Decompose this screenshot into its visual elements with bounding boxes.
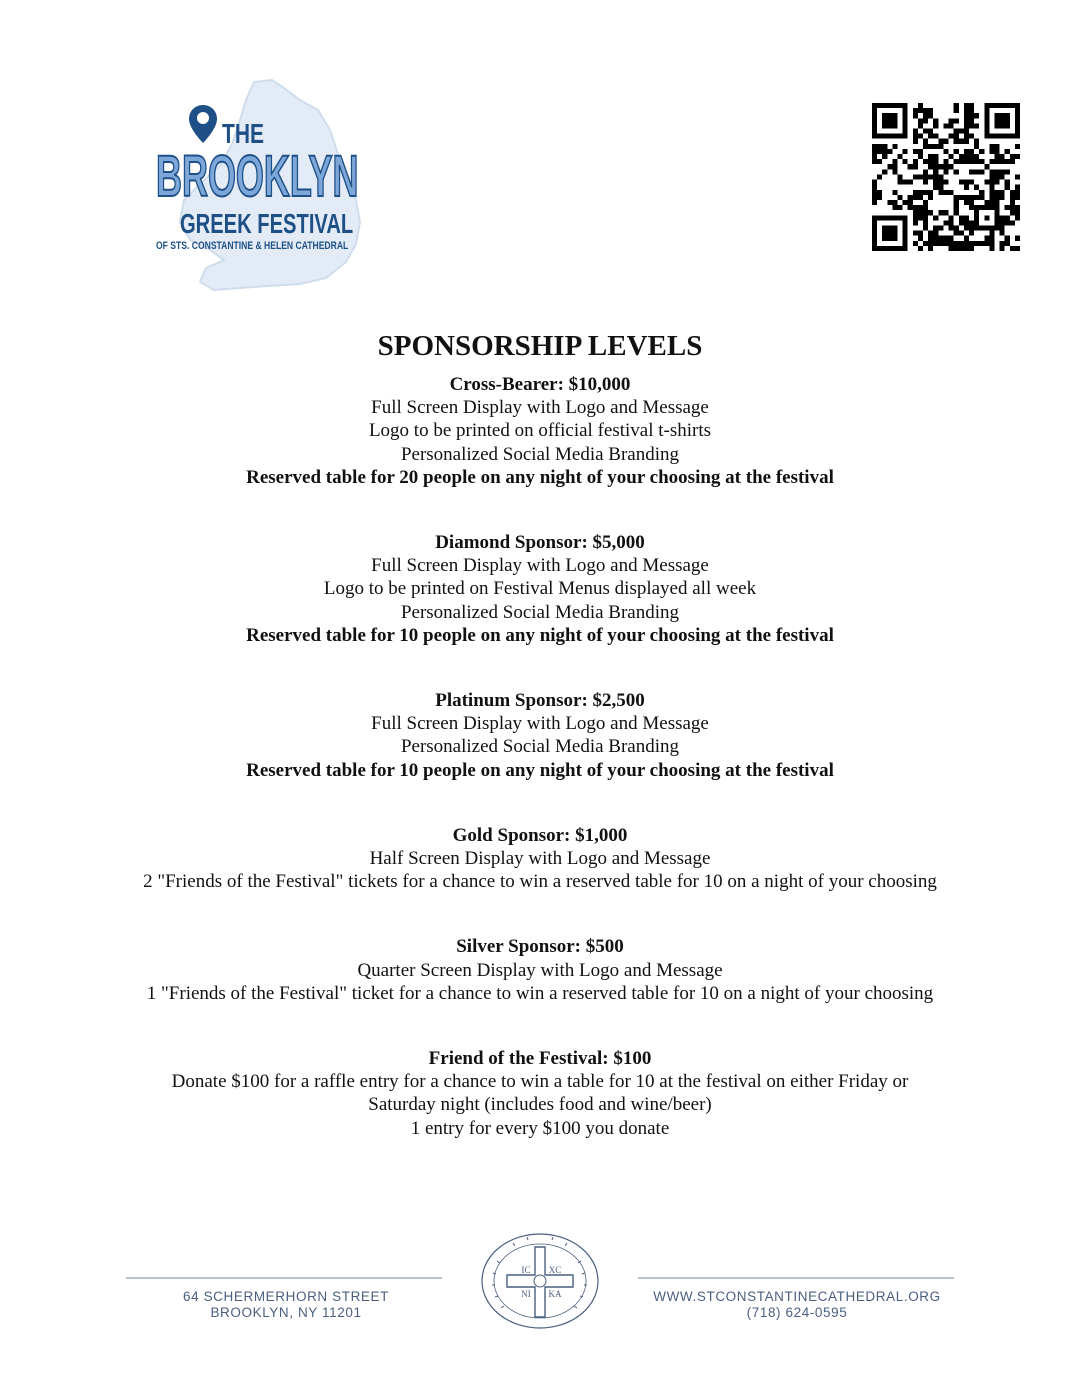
level-benefit: Full Screen Display with Logo and Message xyxy=(371,397,709,419)
level-heading: Diamond Sponsor: $5,000 xyxy=(435,532,645,554)
festival-logo xyxy=(150,72,378,294)
level-benefit: Personalized Social Media Branding xyxy=(400,601,680,623)
level-heading: Platinum Sponsor: $2,500 xyxy=(435,690,645,712)
level-gold xyxy=(0,824,1080,894)
level-heading: Cross-Bearer: $10,000 xyxy=(449,374,631,395)
location-pin-icon xyxy=(188,104,218,144)
level-benefit: Personalized Social Media Branding xyxy=(400,443,680,465)
sponsorship-levels xyxy=(0,373,1080,1140)
level-reserved-table: Reserved table for 10 people on any night of your choosing at the festival xyxy=(246,624,834,646)
level-benefit: Full Screen Display with Logo and Message xyxy=(371,713,709,735)
archdiocese-seal-icon xyxy=(477,1231,603,1331)
level-benefit: Half Screen Display with Logo and Message xyxy=(369,848,711,870)
phone-number: (718) 624-0595 xyxy=(746,1305,848,1320)
level-benefit: Saturday night (includes food and wine/beer) xyxy=(368,1094,712,1116)
level-reserved-table: Reserved table for 10 people on any night of your choosing at the festival xyxy=(246,759,834,781)
level-reserved-table: Reserved table for 20 people on any night of your choosing at the festival xyxy=(246,466,834,488)
level-benefit: Quarter Screen Display with Logo and Message xyxy=(357,959,723,981)
level-benefit: 1 "Friends of the Festival" ticket for a chance to win a reserved table for 10 on a night of your choosing xyxy=(146,982,934,1004)
level-benefit: Logo to be printed on official festival t-shirts xyxy=(368,420,712,442)
footer-contact xyxy=(640,1289,954,1321)
footer-address xyxy=(150,1289,422,1321)
level-benefit: Full Screen Display with Logo and Message xyxy=(371,555,709,577)
logo-cathedral-line: OF STS. CONSTANTINE & HELEN CATHEDRAL xyxy=(156,240,349,252)
level-benefit: 1 entry for every $100 you donate xyxy=(410,1117,670,1139)
level-benefit: Logo to be printed on Festival Menus displayed all week xyxy=(323,578,757,600)
logo-the: THE xyxy=(222,118,264,149)
level-platinum xyxy=(0,689,1080,782)
level-friend xyxy=(0,1047,1080,1140)
level-benefit: 2 "Friends of the Festival" tickets for a chance to win a reserved table for 10 on a night of your choosing xyxy=(143,871,937,893)
level-heading: Silver Sponsor: $500 xyxy=(456,936,624,958)
level-cross-bearer xyxy=(0,373,1080,489)
level-silver xyxy=(0,935,1080,1005)
seal-ka: KA xyxy=(548,1289,562,1299)
level-diamond xyxy=(0,531,1080,647)
level-benefit: Donate $100 for a raffle entry for a chance to win a table for 10 at the festival on either Friday or xyxy=(171,1071,909,1093)
seal-xc: XC xyxy=(548,1265,562,1275)
qr-code-icon[interactable] xyxy=(872,103,1020,251)
address-line1: 64 SCHERMERHORN STREET xyxy=(183,1289,389,1304)
seal-ni: NI xyxy=(521,1289,531,1299)
address-line2: BROOKLYN, NY 11201 xyxy=(210,1305,362,1320)
level-heading: Friend of the Festival: $100 xyxy=(428,1048,652,1070)
level-heading: Gold Sponsor: $1,000 xyxy=(452,824,628,846)
logo-brooklyn: BROOKLYN xyxy=(156,144,359,209)
footer-divider-left xyxy=(126,1277,442,1279)
level-benefit: Personalized Social Media Branding xyxy=(400,736,680,758)
seal-ic: IC xyxy=(521,1265,531,1275)
page-title: SPONSORSHIP LEVELS xyxy=(377,330,703,362)
logo-greek-festival: GREEK FESTIVAL xyxy=(180,208,354,239)
website-link[interactable]: WWW.STCONSTANTINECATHEDRAL.ORG xyxy=(653,1289,941,1304)
footer-divider-right xyxy=(638,1277,954,1279)
